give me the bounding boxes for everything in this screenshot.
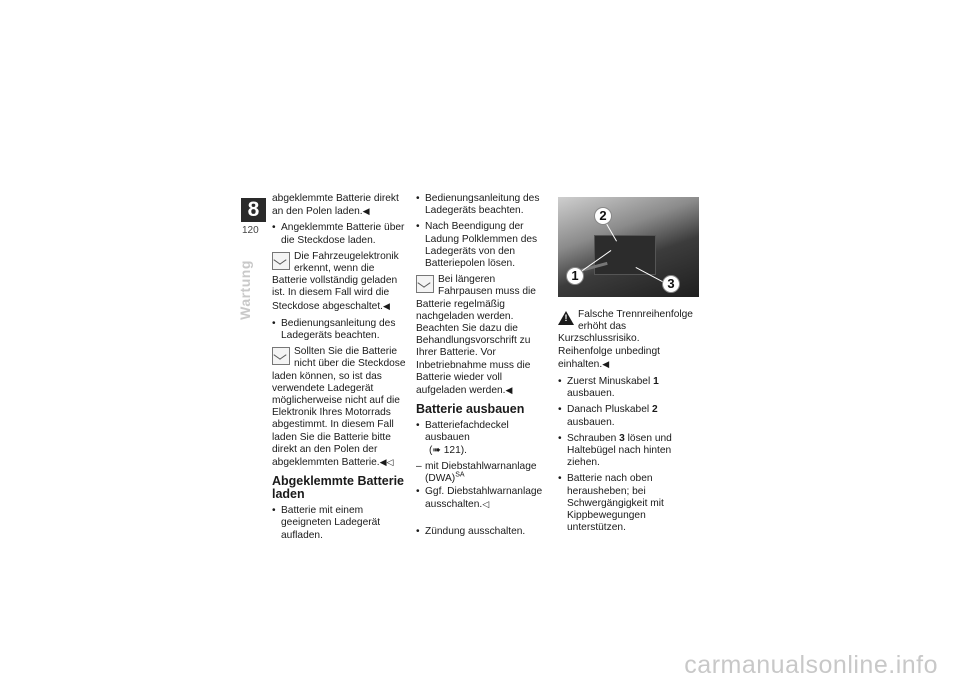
end-mark-icon: ◀ (602, 358, 610, 369)
column-1 (272, 193, 410, 546)
section-label-text: Wartung (236, 259, 253, 320)
bullet-item: • Danach Pluskabel 2 ausbauen. (558, 404, 700, 428)
bullet-item (416, 420, 550, 457)
bullet-item (416, 486, 550, 511)
bullet-item: • Batterie mit einem geeigneten Ladegerät aufladen. (272, 505, 410, 542)
item-number: 1 (653, 376, 659, 388)
battery-figure (558, 197, 699, 297)
chapter-number-tab: 8 (241, 198, 266, 222)
note-icon (272, 252, 290, 270)
note-text: Bei längeren Fahrpausen muss die Batterie regelmäßig nachgeladen werden. Beachten Sie dazu die Behandlungsvorschrift zu Ihrer Batterie. Vor Inbetriebnahme muss die Batterie wieder voll aufgeladen werden. (416, 274, 536, 397)
figure-label-1: 1 (566, 267, 584, 285)
page-reference-link[interactable]: (➠ 121). (429, 444, 467, 456)
warning-icon (558, 310, 574, 326)
bullet-item: • Nach Beendigung der Ladung Polklemmen des Ladegeräts von den Batteriepolen lösen. (416, 221, 550, 270)
bullet-text: Ggf. Diebstahlwarnanlage ausschalten. (425, 486, 543, 511)
bullet-item: • Angeklemmte Batterie über die Steckdose laden. (272, 222, 410, 246)
condition-item (416, 461, 550, 485)
end-mark-icon: ◀ (383, 300, 390, 311)
watermark: carmanualsonline.info (684, 650, 938, 679)
column-2 (416, 193, 550, 542)
item-number: 3 (619, 432, 625, 444)
column-3 (558, 193, 700, 538)
paragraph-text: abgeklemmte Batterie direkt an den Polen laden. (272, 193, 399, 218)
section-heading: Batterie ausbauen (416, 402, 525, 417)
page-number: 120 (242, 225, 259, 236)
paragraph (272, 193, 410, 218)
bullet-item: • Batterie nach oben herausheben; bei Schwergängigkeit mit Kippbewegungen unterstützen. (558, 473, 700, 534)
section-label (238, 247, 252, 332)
note-icon (416, 275, 434, 293)
bullet-item: • Schrauben 3 lösen und Haltebügel nach hinten ziehen. (558, 433, 700, 470)
condition-text: mit Diebstahlwarnanlage (DWA) (425, 460, 537, 485)
end-mark-icon: ◀ (505, 385, 513, 396)
end-mark-icon: ◁ (482, 499, 490, 510)
bullet-item: • Zuerst Minuskabel 1 ausbauen. (558, 376, 700, 400)
bullet-item: • Zündung ausschalten. (416, 526, 550, 538)
note-block (272, 251, 410, 313)
bullet-item: • Bedienungsanleitung des Ladegeräts beachten. (272, 318, 410, 342)
special-equipment-mark: SA (455, 471, 465, 479)
bullet-item: • Bedienungsanleitung des Ladegeräts beachten. (416, 193, 550, 217)
warning-text: Reihenfolge unbedingt einhalten. (558, 345, 660, 370)
warning-text: Falsche Trennreihenfolge erhöht das Kurzschlussrisiko. (558, 309, 693, 345)
note-block (272, 346, 410, 469)
end-mark-icon: ◀ (362, 206, 370, 217)
end-mark-icon: ◀◁ (379, 457, 394, 468)
section-heading: Abgeklemmte Batterie laden (272, 474, 404, 502)
note-block (416, 274, 550, 397)
warning-block (558, 309, 700, 371)
note-icon (272, 347, 290, 365)
note-text: Sollten Sie die Batterie nicht über die Steckdose laden können, so ist das verwendete Ladegerät möglicherweise nicht auf die Elektronik Ihres Motorrads abgestimmt. In diesem Fall laden Sie die Batterie bitte direkt an den Polen der abgeklemmten Batterie. (272, 346, 406, 469)
figure-label-3: 3 (662, 275, 680, 293)
figure-label-2: 2 (594, 207, 612, 225)
bullet-text: Batteriefachdeckel ausbauen (425, 420, 509, 444)
item-number: 2 (651, 404, 658, 416)
note-text: Die Fahrzeugelektronik erkennt, wenn die Batterie vollständig geladen ist. In diesem Fall wird die Steckdose abgeschaltet. (272, 250, 399, 312)
